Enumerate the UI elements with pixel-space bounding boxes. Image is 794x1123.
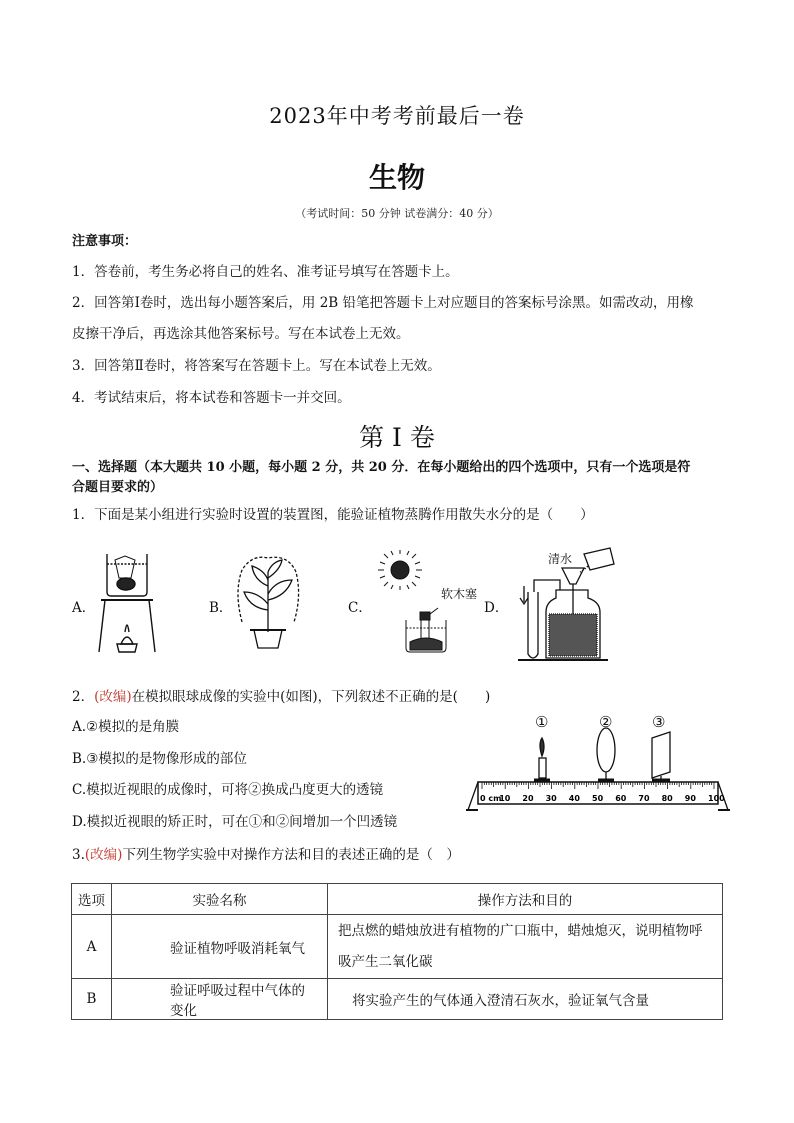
experiment-name-cell: 验证呼吸过程中气体的变化	[112, 979, 328, 1020]
note-item: 1．答卷前，考生务必将自己的姓名、准考证号填写在答题卡上。	[72, 264, 459, 280]
ruler-number: 20	[522, 794, 534, 803]
q1-option-b: B．	[209, 600, 233, 616]
ruler-number: 90	[684, 794, 696, 803]
ruler-number: 70	[638, 794, 650, 803]
q3-number: 3.	[72, 847, 85, 863]
method-line: 把点燃的蜡烛放进有植物的广口瓶中，蜡烛熄灭，说明植物呼	[338, 922, 703, 939]
note-item: 4．考试结束后，将本试卷和答题卡一并交回。	[72, 390, 351, 406]
q1-option-c: C．	[348, 600, 372, 616]
section-heading-cont: 合题目要求的）	[72, 480, 164, 495]
section-heading: 一、选择题（本大题共 10 小题，每小题 2 分，共 20 分．在每小题给出的四个选项中，只有一个选项是符	[72, 460, 691, 475]
header-cell: 操作方法和目的	[328, 884, 723, 915]
experiment-name-cell: 验证植物呼吸消耗氧气	[112, 915, 328, 979]
q1-stem: 1．下面是某小组进行实验时设置的装置图，能验证植物蒸腾作用散失水分的是（ ）	[72, 507, 594, 523]
marker-2: ②	[599, 713, 613, 731]
header-cell: 选项	[72, 884, 112, 915]
table-row	[72, 915, 723, 979]
cork-label: 软木塞	[441, 587, 478, 601]
part-title: 第 I 卷	[359, 423, 435, 452]
options-table	[71, 883, 723, 1020]
q2-option-b: B.③模拟的是物像形成的部位	[72, 751, 247, 767]
ruler-number: 10	[499, 794, 511, 803]
note-item: 2．回答第Ⅰ卷时，选出每小题答案后，用 2B 铅笔把答题卡上对应题目的答案标号涂黑。如需改动，用橡	[72, 295, 694, 311]
header-cell: 实验名称	[112, 884, 328, 915]
potted-plant-figure	[232, 552, 304, 652]
ruler-number: 80	[661, 794, 673, 803]
exam-title: 2023年中考考前最后一卷	[269, 104, 525, 128]
q2-option-d: D.模拟近视眼的矫正时，可在①和②间增加一个凹透镜	[72, 814, 398, 830]
ruler-unit-label: 0 cm	[480, 794, 502, 803]
marker-3: ③	[652, 713, 666, 731]
q2-tag: (改编)	[94, 689, 132, 705]
q1-option-a: A．	[72, 600, 96, 616]
q2-option-c: C.模拟近视眼的成像时，可将②换成凸度更大的透镜	[72, 782, 384, 798]
method-cell: 将实验产生的气体通入澄清石灰水，验证氧气含量	[328, 979, 723, 1020]
option-cell: B	[72, 979, 112, 1020]
beaker-burner-figure	[95, 548, 160, 656]
q1-option-d: D．	[484, 600, 509, 616]
ruler-number: 100	[708, 794, 725, 803]
method-line: 吸产生二氧化碳	[338, 953, 433, 970]
option-cell: A	[72, 915, 112, 979]
sun-beaker-figure	[372, 550, 482, 656]
q2-stem-row	[72, 687, 722, 707]
ruler-number: 60	[615, 794, 627, 803]
q3-stem: 下列生物学实验中对操作方法和目的表述正确的是（ ）	[122, 847, 460, 863]
exam-info: （考试时间：50 分钟 试卷满分：40 分）	[295, 207, 499, 220]
q3-stem-row	[72, 845, 722, 865]
q2-number: 2．	[72, 689, 95, 705]
table-header-row	[72, 884, 723, 915]
notes-heading: 注意事项：	[72, 234, 138, 249]
marker-1: ①	[535, 713, 549, 731]
note-item: 皮擦干净后，再选涂其他答案标号。写在本试卷上无效。	[72, 326, 410, 342]
q3-tag: (改编)	[84, 847, 123, 863]
method-cell	[328, 915, 723, 979]
table-row	[72, 979, 723, 1020]
q2-option-a: A.②模拟的是角膜	[72, 719, 180, 735]
subject-title: 生物	[368, 161, 425, 194]
note-item: 3．回答第Ⅱ卷时，将答案写在答题卡上。写在本试卷上无效。	[72, 358, 441, 374]
q2-stem: 在模拟眼球成像的实验中(如图)，下列叙述不正确的是( )	[131, 689, 491, 705]
ruler-number: 50	[592, 794, 604, 803]
ruler-number: 40	[568, 794, 580, 803]
water-label: 清水	[548, 552, 573, 566]
ruler-number: 30	[545, 794, 557, 803]
